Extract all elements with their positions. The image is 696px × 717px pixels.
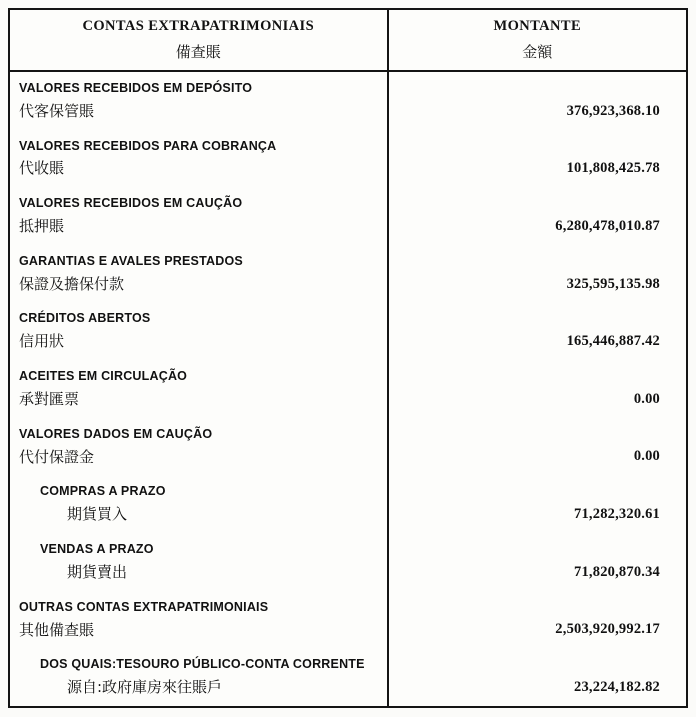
account-label-zh: 期貨買入 [67,505,128,524]
amount-header-zh: 金額 [522,44,553,61]
amount-cell [389,418,686,476]
account-cell [10,533,389,591]
account-cell [10,648,389,706]
account-row-garantias-e-avales-prestados [10,245,686,303]
account-label-pt: VALORES RECEBIDOS EM CAUÇÃO [19,196,243,211]
account-label-pt: OUTRAS CONTAS EXTRAPATRIMONIAIS [19,599,269,614]
account-label-pt: VALORES RECEBIDOS EM DEPÓSITO [19,80,253,95]
amount-value: 376,923,368.10 [566,102,660,119]
amount-cell [389,187,686,245]
amount-value: 101,808,425.78 [566,160,660,177]
account-row-valores-recebidos-em-caucao [10,187,686,245]
account-row-vendas-a-prazo [10,533,686,591]
account-label-zh: 期貨賣出 [67,562,128,581]
amount-cell [389,303,686,361]
account-cell [10,72,389,130]
account-label-zh: 源自:政府庫房來往賬戶 [67,678,223,697]
account-label-zh: 其他備查賬 [19,620,95,639]
account-row-creditos-abertos [10,303,686,361]
account-row-valores-dados-em-caucao [10,418,686,476]
table-body [10,72,686,706]
column-header-accounts [10,10,389,70]
account-label-zh: 代客保管賬 [19,101,95,120]
amount-value: 0.00 [633,448,660,465]
account-label-zh: 代收賬 [19,159,65,178]
account-row-valores-recebidos-para-cobranca [10,130,686,188]
amount-cell [389,72,686,130]
amount-value: 6,280,478,010.87 [555,217,660,234]
amount-value: 23,224,182.82 [574,679,660,696]
account-label-zh: 保證及擔保付款 [19,274,125,293]
amount-cell [389,475,686,533]
account-label-pt: DOS QUAIS:TESOURO PÚBLICO-CONTA CORRENTE [40,657,365,672]
account-label-zh: 代付保證金 [19,447,95,466]
account-label-zh: 抵押賬 [19,217,65,236]
account-cell [10,591,389,649]
account-cell [10,475,389,533]
account-row-outras-contas-extrapatrimoniais [10,591,686,649]
amount-value: 71,820,870.34 [574,563,660,580]
account-cell [10,245,389,303]
account-cell [10,187,389,245]
account-label-pt: COMPRAS A PRAZO [40,484,166,499]
amount-value: 0.00 [633,390,660,407]
amount-value: 71,282,320.61 [574,506,660,523]
amount-cell [389,533,686,591]
account-row-valores-recebidos-em-deposito [10,72,686,130]
account-label-pt: VALORES DADOS EM CAUÇÃO [19,426,213,441]
amount-header-pt: MONTANTE [493,18,582,35]
account-label-zh: 信用狀 [19,332,65,351]
account-cell [10,418,389,476]
account-label-pt: VALORES RECEBIDOS PARA COBRANÇA [19,138,277,153]
amount-value: 325,595,135.98 [566,275,660,292]
table-header-row [10,10,686,72]
amount-value: 165,446,887.42 [566,333,660,350]
amount-cell [389,591,686,649]
amount-cell [389,360,686,418]
account-cell [10,303,389,361]
account-cell [10,360,389,418]
account-row-compras-a-prazo [10,475,686,533]
accounts-header-pt: CONTAS EXTRAPATRIMONIAIS [82,18,315,35]
account-cell [10,130,389,188]
account-label-zh: 承對匯票 [19,389,80,408]
accounts-header-zh: 備查賬 [175,44,221,61]
account-label-pt: CRÉDITOS ABERTOS [19,311,151,326]
account-label-pt: GARANTIAS E AVALES PRESTADOS [19,253,243,268]
account-label-pt: VENDAS A PRAZO [40,542,154,556]
amount-cell [389,130,686,188]
amount-value: 2,503,920,992.17 [555,621,660,638]
amount-cell [389,648,686,706]
column-header-amount [389,10,686,70]
extrapatrimonial-accounts-statement [8,8,688,708]
account-row-dos-quais-tesouro-publico [10,648,686,706]
account-label-pt: ACEITES EM CIRCULAÇÃO [19,369,188,384]
account-row-aceites-em-circulacao [10,360,686,418]
amount-cell [389,245,686,303]
